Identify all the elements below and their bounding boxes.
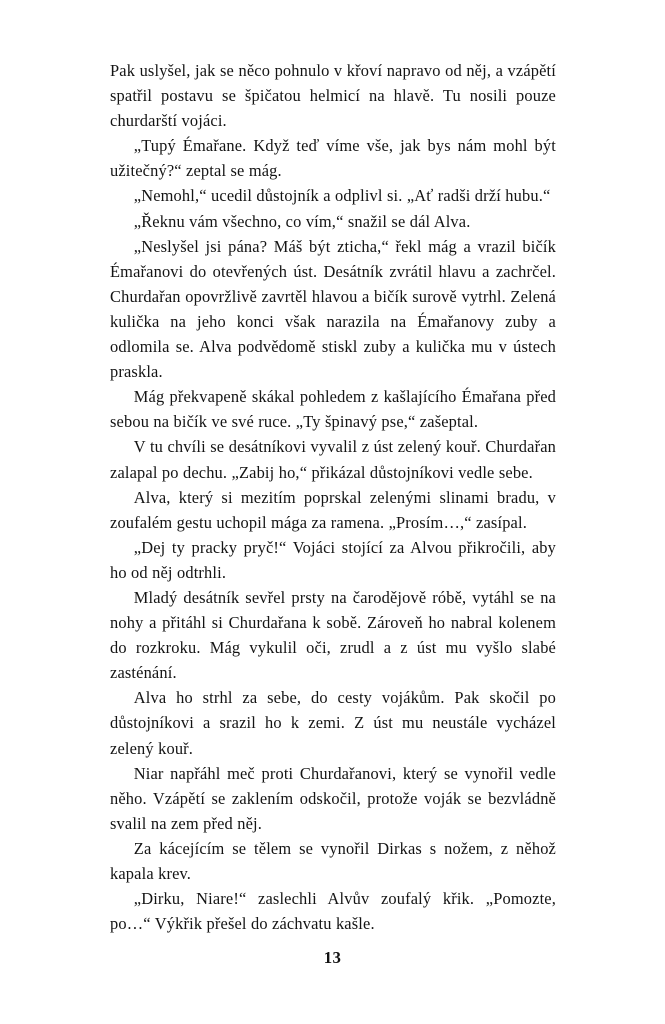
paragraph: „Dej ty pracky pryč!“ Vojáci stojící za Alvou přikročili, aby ho od něj odtrhli. <box>110 537 556 582</box>
paragraph: „Nemohl,“ ucedil důstojník a odplivl si. „Ať radši drží hubu.“ <box>133 186 551 206</box>
paragraph: Niar napřáhl meč proti Churdařanovi, který se vynořil vedle něho. Vzápětí se zaklením odskočil, protože voják se bezvládně svalil na zem před něj. <box>110 763 556 833</box>
paragraph: Alva ho strhl za sebe, do cesty vojákům. Pak skočil po důstojníkovi a srazil ho k zemi. Z úst mu neustále vycházel zelený kouř. <box>110 688 556 758</box>
page-text-block <box>110 58 556 936</box>
paragraph: „Neslyšel jsi pána? Máš být zticha,“ řekl mág a vrazil bičík Émařanovi do otevřených úst. Desátník zvrátil hlavu a zachrčel. Churdařan opovržlivě zavrtěl hlavou a bičík surově vytrhl. Zelená kulička na jeho konci však narazila na Émařanovy zuby a odlomila se. Alva podvědomě stiskl zuby a kulička mu v ústech praskla. <box>110 236 556 382</box>
paragraph: Alva, který si mezitím poprskal zelenými slinami bradu, v zoufalém gestu uchopil mága za ramena. „Prosím…,“ zasípal. <box>110 487 556 532</box>
paragraph: „Řeknu vám všechno, co vím,“ snažil se dál Alva. <box>133 211 471 231</box>
paragraph: Mladý desátník sevřel prsty na čarodějově róbě, vytáhl se na nohy a přitáhl si Churdařana k sobě. Zároveň ho nabral kolenem do rozkroku. Mág vykulil oči, zrudl a z úst mu vyšlo slabé zasténání. <box>110 587 556 683</box>
paragraph: „Dirku, Niare!“ zaslechli Alvův zoufalý křik. „Pomozte, po…“ Výkřik přešel do záchvatu kašle. <box>110 889 556 934</box>
paragraph: V tu chvíli se desátníkovi vyvalil z úst zelený kouř. Churdařan zalapal po dechu. „Zabij ho,“ přikázal důstojníkovi vedle sebe. <box>110 437 556 482</box>
paragraph: „Tupý Émařane. Když teď víme vše, jak bys nám mohl být užitečný?“ zeptal se mág. <box>110 136 556 181</box>
page-number: 13 <box>323 948 342 967</box>
paragraph: Za kácejícím se tělem se vynořil Dirkas s nožem, z něhož kapala krev. <box>110 838 556 883</box>
paragraph: Pak uslyšel, jak se něco pohnulo v křoví napravo od něj, a vzápětí spatřil postavu se špičatou helmicí na hlavě. Tu nosili pouze churdarští vojáci. <box>110 61 556 131</box>
paragraph: Mág překvapeně skákal pohledem z kašlajícího Émařana před sebou na bičík ve své ruce. „Ty špinavý pse,“ zašeptal. <box>110 387 556 432</box>
